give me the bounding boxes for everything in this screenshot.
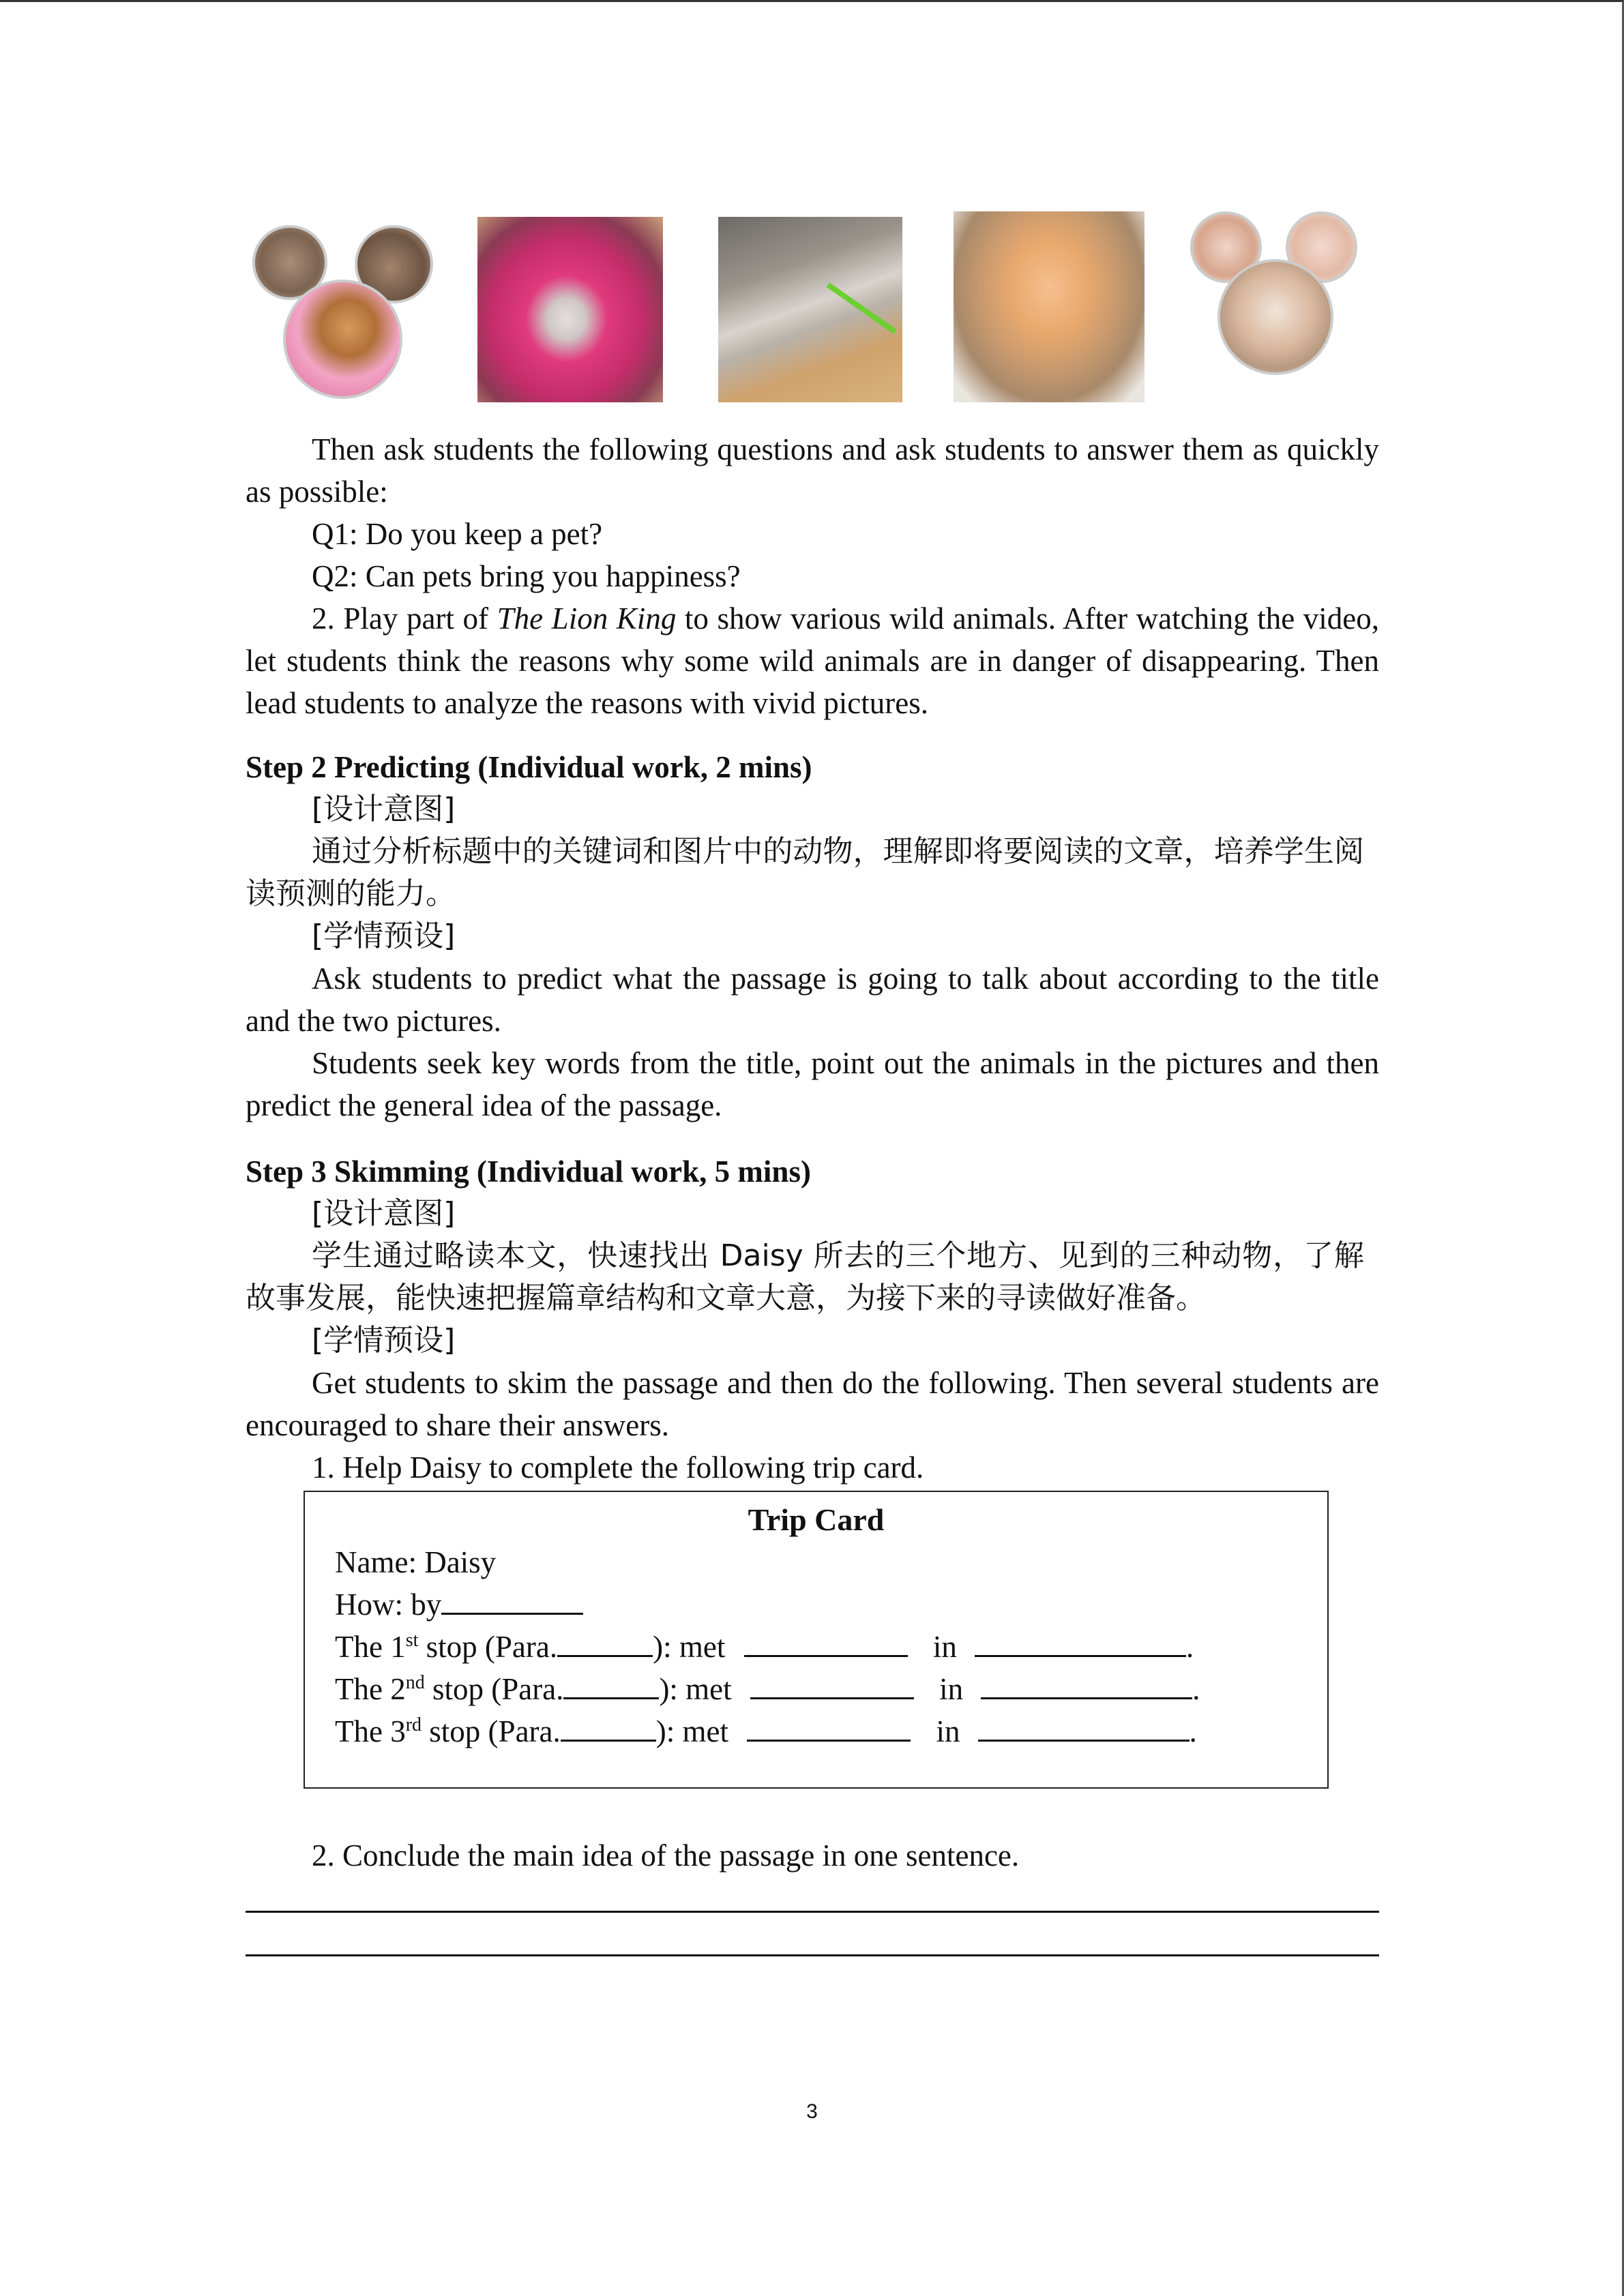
- cat-litter-box-photo: [954, 211, 1145, 402]
- stop1-place-blank[interactable]: [975, 1628, 1186, 1657]
- cat-photo-strip: [246, 205, 1379, 409]
- question-2: Q2: Can pets bring you happiness?: [312, 559, 741, 593]
- lion-king-title: The Lion King: [497, 601, 677, 636]
- trip-card-name: Name: Daisy: [335, 1545, 497, 1579]
- stop3-para-blank[interactable]: [561, 1712, 656, 1742]
- step2-paragraph-1: Ask students to predict what the passage is going to talk about according to the title and the two pictures.: [246, 961, 1379, 1038]
- stop2-animal-blank[interactable]: [750, 1670, 914, 1699]
- answer-line-2[interactable]: [246, 1954, 1379, 1956]
- step2-design-label: [设计意图]: [312, 792, 456, 826]
- step2-heading: Step 2 Predicting (Individual work, 2 mins): [246, 750, 812, 784]
- step3-design-label: [设计意图]: [312, 1196, 456, 1231]
- cat-pink-tunnel-photo: [477, 217, 663, 402]
- page-number: 3: [806, 2100, 818, 2123]
- cat-collage-left: [252, 225, 437, 402]
- trip-card: [304, 1491, 1329, 1789]
- trip-card-title: Trip Card: [748, 1502, 885, 1537]
- step3-design-text: 学生通过略读本文，快速找出 Daisy 所去的三个地方、见到的三种动物，了解故事发展，能快速把握篇章结构和文章大意，为接下来的寻读做好准备。: [246, 1238, 1364, 1315]
- step2-preset-label: [学情预设]: [312, 919, 456, 953]
- answer-line-1[interactable]: [246, 1911, 1379, 1913]
- how-blank[interactable]: [441, 1585, 583, 1615]
- collage-face: [283, 280, 402, 399]
- stop3-animal-blank[interactable]: [747, 1712, 911, 1742]
- stop3-place-blank[interactable]: [978, 1712, 1190, 1742]
- cat-scratch-board-photo: [718, 217, 902, 402]
- collage-face: [1217, 259, 1333, 375]
- cat-collage-right: [1190, 211, 1361, 382]
- step3-paragraph-1: Get students to skim the passage and then do the following. Then several students are encouraged to share their answers.: [246, 1366, 1379, 1442]
- stop2-place-blank[interactable]: [981, 1670, 1192, 1699]
- trip-card-stop-3: The 3rd stop (Para. ): met in .: [335, 1710, 1197, 1753]
- stop2-para-blank[interactable]: [563, 1670, 659, 1699]
- stop1-para-blank[interactable]: [557, 1628, 653, 1657]
- intro-paragraph: Then ask students the following questions and ask students to answer them as quickly as possible:: [246, 432, 1379, 509]
- step2-design-text: 通过分析标题中的关键词和图片中的动物，理解即将要阅读的文章，培养学生阅读预测的能力。: [246, 834, 1364, 911]
- lion-king-paragraph: 2. Play part of The Lion King to show various wild animals. After watching the video, let students think the reasons why some wild animals are in danger of disappearing. Then lead students to analyze the reasons with vivid pictures.: [246, 601, 1379, 720]
- stop1-animal-blank[interactable]: [744, 1628, 908, 1657]
- step3-task-2: 2. Conclude the main idea of the passage in one sentence.: [312, 1838, 1020, 1873]
- step3-heading: Step 3 Skimming (Individual work, 5 mins): [246, 1154, 811, 1189]
- trip-card-how: How: by: [335, 1583, 583, 1626]
- step3-task-1: 1. Help Daisy to complete the following trip card.: [312, 1450, 924, 1485]
- question-1: Q1: Do you keep a pet?: [312, 517, 603, 551]
- trip-card-stop-1: The 1st stop (Para. ): met in .: [335, 1626, 1194, 1668]
- step3-preset-label: [学情预设]: [312, 1323, 456, 1358]
- step2-paragraph-2: Students seek key words from the title, point out the animals in the pictures and then predict the general idea of the passage.: [246, 1046, 1379, 1122]
- trip-card-stop-2: The 2nd stop (Para. ): met in .: [335, 1668, 1200, 1710]
